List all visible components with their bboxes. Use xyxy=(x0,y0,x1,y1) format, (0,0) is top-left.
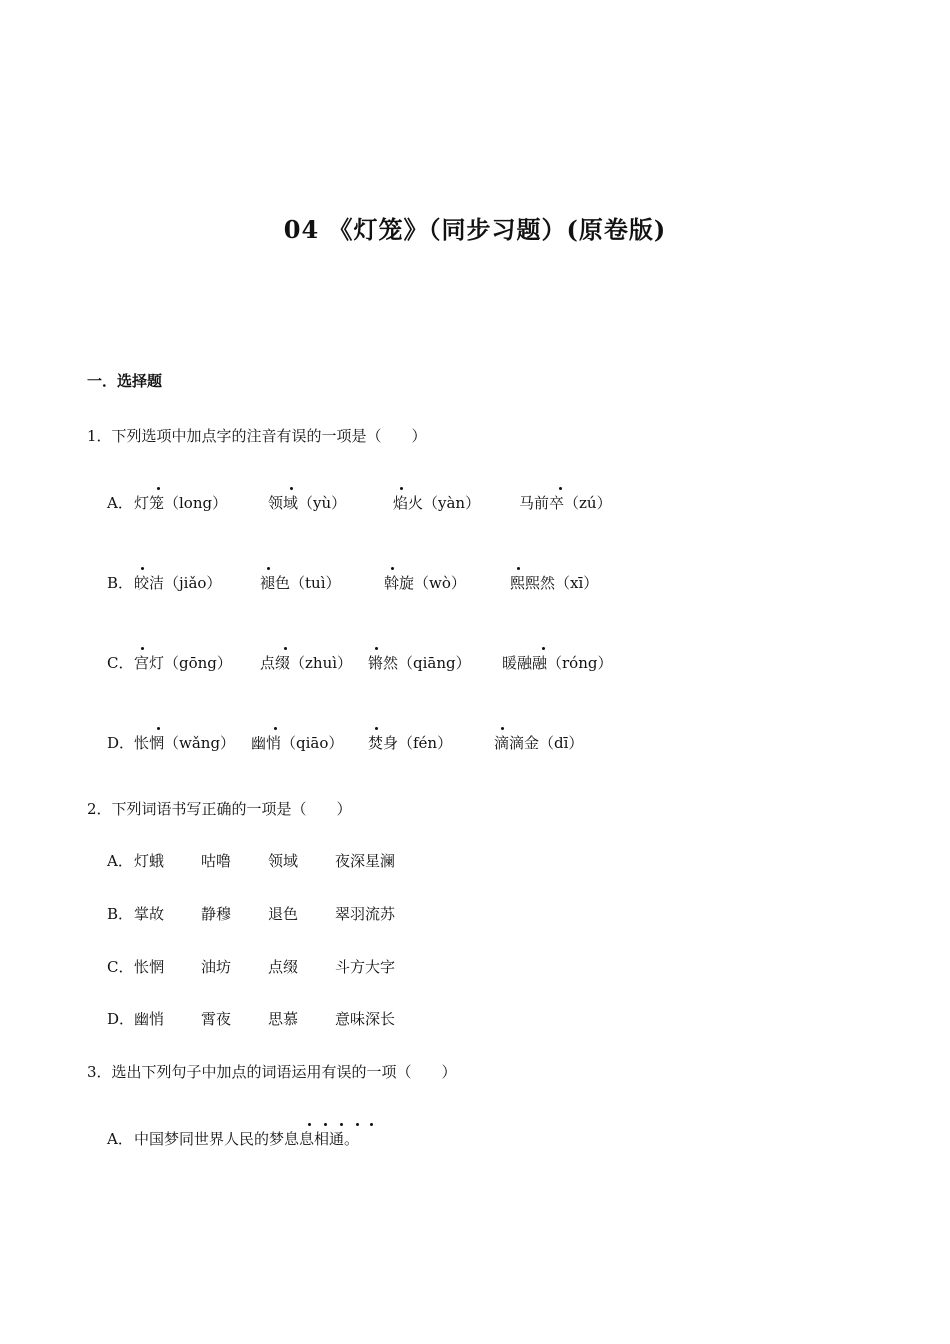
option-item: 宫灯（gōng） xyxy=(134,654,232,672)
option-text: 中国梦同世界人民的梦息息相通。 xyxy=(134,1130,360,1148)
emphasis-dot xyxy=(375,727,378,730)
option-item: 怅惘 xyxy=(134,958,165,976)
emphasis-dot xyxy=(375,647,378,650)
option-label: B． xyxy=(107,574,134,592)
option-item: 领域（yù） xyxy=(268,494,347,512)
option-item: 静穆 xyxy=(201,905,232,923)
option-item: 油坊 xyxy=(201,958,232,976)
option-item: 点缀 xyxy=(268,958,299,976)
option-item: 幽悄 xyxy=(134,1010,165,1028)
emphasis-dot xyxy=(370,1123,373,1126)
option-item: 焚身（fén） xyxy=(368,734,453,752)
question-1-stem: 1．下列选项中加点字的注音有误的一项是（ ） xyxy=(87,427,427,445)
option-item: 领域 xyxy=(268,852,299,870)
option-item: 怅惘（wǎng） xyxy=(134,734,236,752)
option-item: 马前卒（zú） xyxy=(519,494,612,512)
option-label: A． xyxy=(107,1130,133,1148)
option-item: 意味深长 xyxy=(335,1010,396,1028)
question-3-stem: 3．选出下列句子中加点的词语运用有误的一项（ ） xyxy=(87,1063,457,1081)
option-label: A． xyxy=(107,852,133,870)
option-label: D． xyxy=(107,1010,135,1028)
section-heading: 一．选择题 xyxy=(87,372,163,390)
emphasis-dot xyxy=(157,487,160,490)
option-item: 暖融融（róng） xyxy=(502,654,613,672)
option-label: D． xyxy=(107,734,135,752)
emphasis-dot xyxy=(284,647,287,650)
emphasis-dot xyxy=(290,487,293,490)
option-item: 焰火（yàn） xyxy=(393,494,481,512)
option-item: 思慕 xyxy=(268,1010,299,1028)
question-2-stem: 2．下列词语书写正确的一项是（ ） xyxy=(87,800,352,818)
option-item: 夜深星澜 xyxy=(335,852,396,870)
option-label: B． xyxy=(107,905,134,923)
option-item: 斡旋（wò） xyxy=(384,574,466,592)
option-label: A． xyxy=(107,494,133,512)
emphasis-dot xyxy=(141,647,144,650)
option-label: C． xyxy=(107,654,134,672)
option-item: 退色 xyxy=(268,905,299,923)
option-item: 斗方大字 xyxy=(335,958,396,976)
option-item: 霄夜 xyxy=(201,1010,232,1028)
emphasis-dot xyxy=(517,567,520,570)
option-item: 点缀（zhuì） xyxy=(260,654,353,672)
option-item: 皎洁（jiǎo） xyxy=(134,574,222,592)
option-item: 幽悄（qiāo） xyxy=(251,734,344,752)
emphasis-dot xyxy=(391,567,394,570)
emphasis-dot xyxy=(542,647,545,650)
option-item: 灯笼（long） xyxy=(134,494,228,512)
emphasis-dot xyxy=(267,567,270,570)
emphasis-dot xyxy=(340,1123,343,1126)
option-item: 掌故 xyxy=(134,905,165,923)
emphasis-dot xyxy=(308,1123,311,1126)
emphasis-dot xyxy=(501,727,504,730)
option-item: 滴滴金（dī） xyxy=(494,734,584,752)
emphasis-dot xyxy=(400,487,403,490)
option-item: 褪色（tuì） xyxy=(260,574,341,592)
emphasis-dot xyxy=(559,487,562,490)
option-item: 灯蛾 xyxy=(134,852,165,870)
emphasis-dot xyxy=(356,1123,359,1126)
option-label: C． xyxy=(107,958,134,976)
emphasis-dot xyxy=(274,727,277,730)
page-title: 04 《灯笼》（同步习题）(原卷版) xyxy=(283,215,667,244)
option-item: 锵然（qiāng） xyxy=(368,654,471,672)
emphasis-dot xyxy=(324,1123,327,1126)
emphasis-dot xyxy=(141,567,144,570)
emphasis-dot xyxy=(157,727,160,730)
option-item: 翠羽流苏 xyxy=(335,905,396,923)
option-item: 熙熙然（xī） xyxy=(510,574,599,592)
option-item: 咕噜 xyxy=(201,852,232,870)
